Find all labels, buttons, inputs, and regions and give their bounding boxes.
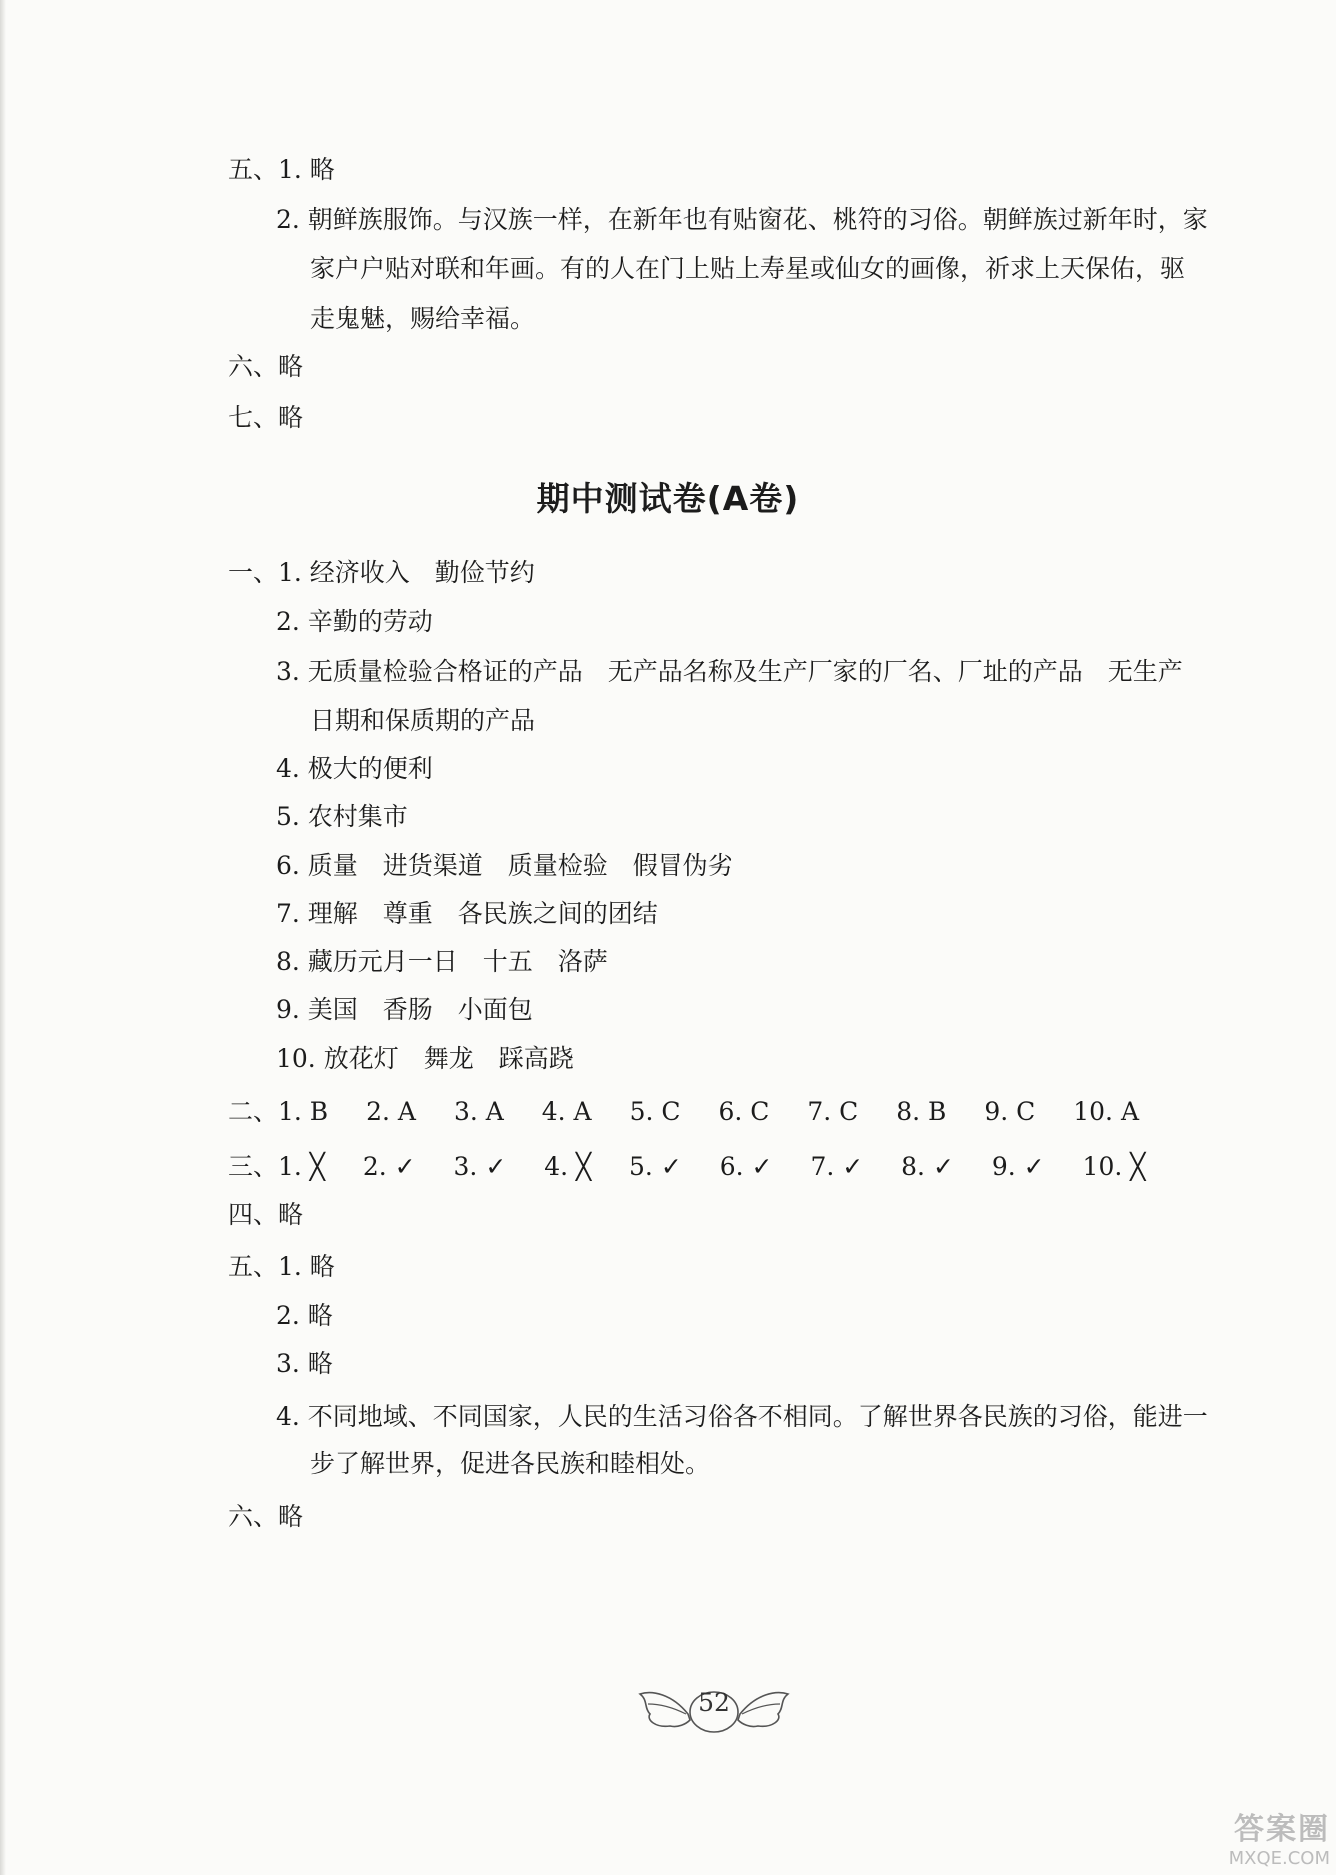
part1-line4: 4. 极大的便利	[276, 754, 433, 783]
part2-item: 8. B	[896, 1097, 947, 1126]
part2-item: 7. C	[807, 1097, 859, 1126]
part2-item: 2. A	[366, 1097, 416, 1126]
answer-7: 七、略	[228, 403, 304, 432]
part3-item: 4. ╳	[544, 1152, 592, 1181]
part3-item: 10. ╳	[1082, 1152, 1146, 1181]
page-edge	[0, 0, 6, 1875]
part3-item: 7. ✓	[810, 1152, 864, 1181]
part2-item: 6. C	[718, 1097, 770, 1126]
part1-line9: 9. 美国 香肠 小面包	[276, 995, 533, 1024]
part2-item: 4. A	[541, 1097, 592, 1126]
part1-line8: 8. 藏历元月一日 十五 洛萨	[276, 947, 608, 976]
part5-line4a: 4. 不同地域、不同国家，人民的生活习俗各不相同。了解世界各民族的习俗，能进一	[276, 1402, 1208, 1431]
part1-line2: 2. 辛勤的劳动	[276, 607, 433, 636]
part1-line3a: 3. 无质量检验合格证的产品 无产品名称及生产厂家的厂名、厂址的产品 无生产	[276, 657, 1183, 686]
part3-item: 5. ✓	[629, 1152, 682, 1181]
part3-item: 3. ✓	[453, 1152, 507, 1181]
part2-item: 3. A	[453, 1097, 504, 1126]
part3-answers	[228, 1150, 1175, 1184]
page-number-wings	[634, 1674, 794, 1744]
part1-line1: 一、1. 经济收入 勤俭节约	[228, 558, 535, 587]
part2-item: 10. A	[1073, 1097, 1140, 1126]
answer-5-2-line2: 家户户贴对联和年画。有的人在门上贴上寿星或仙女的画像，祈求上天保佑，驱	[310, 254, 1186, 283]
part6-answer: 六、略	[228, 1502, 304, 1531]
part5-line2: 2. 略	[276, 1301, 333, 1330]
part5-line1: 五、1. 略	[228, 1252, 335, 1281]
part2-item: 二、1. B	[228, 1097, 329, 1126]
answer-5-1: 五、1. 略	[228, 155, 335, 184]
part3-item: 9. ✓	[991, 1152, 1045, 1181]
part3-item: 8. ✓	[901, 1152, 954, 1181]
part3-item: 三、1. ╳	[228, 1152, 325, 1181]
part5-line4b: 步了解世界，促进各民族和睦相处。	[310, 1449, 711, 1478]
part1-line7: 7. 理解 尊重 各民族之间的团结	[276, 899, 658, 928]
part1-line5: 5. 农村集市	[276, 802, 408, 831]
answer-5-2-line3: 走鬼魅，赐给幸福。	[310, 304, 536, 333]
part4-answer: 四、略	[228, 1200, 304, 1229]
page-number: 52	[698, 1688, 730, 1717]
part5-line3: 3. 略	[276, 1349, 333, 1378]
watermark-brand: 答案圈	[1234, 1812, 1330, 1847]
part1-line3b: 日期和保质期的产品	[310, 706, 536, 735]
part2-item: 5. C	[629, 1097, 681, 1126]
watermark-url: MXQE.COM	[1228, 1848, 1330, 1869]
part1-line10: 10. 放花灯 舞龙 踩高跷	[276, 1044, 574, 1073]
section-title: 期中测试卷(A卷)	[536, 479, 800, 518]
part3-item: 6. ✓	[719, 1152, 773, 1181]
part3-item: 2. ✓	[362, 1152, 416, 1181]
part1-line6: 6. 质量 进货渠道 质量检验 假冒伪劣	[276, 851, 733, 880]
answer-5-2-line1: 2. 朝鲜族服饰。与汉族一样，在新年也有贴窗花、桃符的习俗。朝鲜族过新年时，家	[276, 205, 1208, 234]
answer-6: 六、略	[228, 352, 304, 381]
part2-item: 9. C	[984, 1097, 1036, 1126]
part2-answers	[228, 1095, 1169, 1129]
watermark	[1229, 1804, 1330, 1869]
